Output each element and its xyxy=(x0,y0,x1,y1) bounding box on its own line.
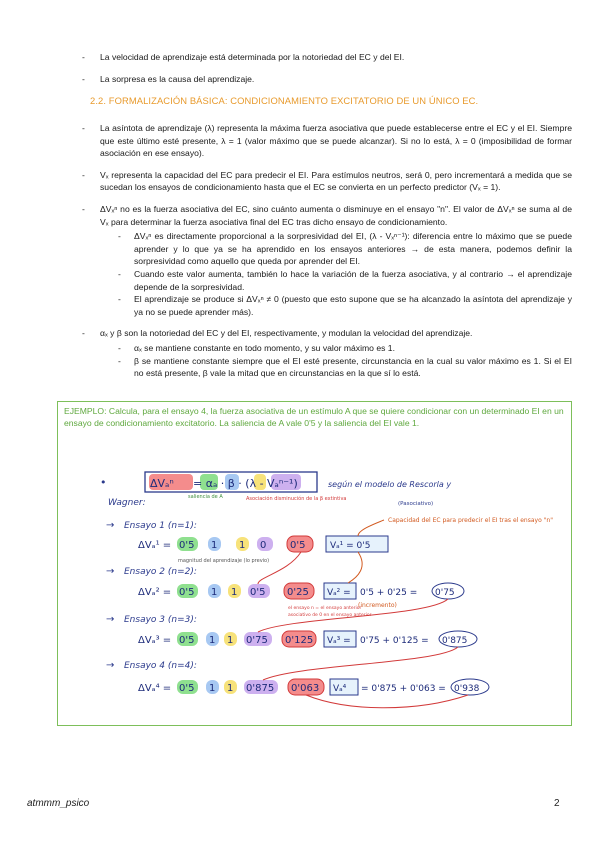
trial-label: Ensayo 2 (n=2): xyxy=(124,567,197,577)
list-item: - La sorpresa es la causa del aprendizaje. xyxy=(82,73,572,86)
page-number: 2 xyxy=(554,798,560,809)
section-heading: 2.2. FORMALIZACIÓN BÁSICA: CONDICIONAMIENTO EXCITATORIO DE UN ÚNICO EC. xyxy=(90,95,479,106)
trial-v-label: Vₐ⁴ xyxy=(333,684,347,694)
trial-a: 0'5 xyxy=(179,683,195,694)
sub-item: - ΔVₓⁿ es directamente proporcional a la sorpresividad del EI, (λ - Vₓⁿ⁻¹): diferencia entre lo máximo que se puede aprender y lo que ya se ha aprendido en los ensayos anteriores → de esta manera, podemos definir la sorpresividad como aquello que queda por aprender del EI. xyxy=(118,230,572,268)
trial-b: 1 xyxy=(209,635,216,646)
bullet-alpha-text: - αₓ y β son la notoriedad del EC y del EI, respectivamente, y modulan la velocidad del aprendizaje. xyxy=(100,328,473,339)
arrow-connector xyxy=(348,552,362,583)
main-bullet-list xyxy=(82,122,572,380)
footer-author: atmmm_psico xyxy=(27,798,90,809)
arrow-connector xyxy=(263,647,458,680)
trial-v: 0 xyxy=(260,540,267,551)
trial-v-label: Vₐ³ = xyxy=(327,636,351,646)
arrow-connector xyxy=(358,520,384,536)
annotation-magnitud: magnitud del aprendizaje (lo previo) xyxy=(178,558,270,564)
trial-a: 0'5 xyxy=(179,587,195,598)
formula-note: según el modelo de Rescorla y xyxy=(328,480,452,489)
sub-item: - β se mantiene constante siempre que el EI esté presente, circunstancia en la cual su valor máximo es 1. Si el EI no está presente, β vale la mitad que en circunstancias en la que sí lo está. xyxy=(118,355,572,380)
arrow-icon: → xyxy=(106,566,115,577)
trial-lhs: ΔVₐ¹ = xyxy=(138,540,172,551)
arrow-icon: → xyxy=(106,520,115,531)
trial-a: 0'5 xyxy=(179,635,195,646)
trial-a: 0'5 xyxy=(179,540,195,551)
annotation-saliencia: saliencia de A xyxy=(188,494,223,500)
delta-sublist xyxy=(118,230,572,318)
arrow-connector xyxy=(258,552,301,584)
annotation-asociacion: Asociación disminución de la β extintiva xyxy=(246,496,347,502)
trial-result: 0'063 xyxy=(291,683,320,694)
bullet-asintota: - La asíntota de aprendizaje (λ) representa la máxima fuerza asociativa que puede establecerse entre el EC y el EI. Siempre que este último esté presente, λ = 1 (valor máximo que se puede alcanzar). Si no lo está, λ = 0 (imposibilidad de formar asociación en ese ensayo). xyxy=(82,122,572,160)
trial-v-label: Vₐ² = xyxy=(327,588,351,598)
arrow-icon: → xyxy=(106,614,115,625)
bullet-vx: - Vₓ representa la capacidad del EC para predecir el EI. Para estímulos neutros, será 0, pero incrementará a medida que se sucedan los ensayos de condicionamiento hasta que el EC se convierta en un perfecto predictor (Vₓ = 1). xyxy=(82,169,572,194)
alpha-sublist xyxy=(118,342,572,380)
bullet-delta-text: - ΔVₓⁿ no es la fuerza asociativa del EC, sino cuánto aumenta o disminuye en el ensayo "n". El valor de ΔVₓⁿ se suma al de Vₓ para determinar la fuerza asociativa final del EC tras dicho ensayo de condicionamiento. xyxy=(100,203,572,227)
formula-bullet: • xyxy=(100,476,107,489)
annotation-capacidad: Capacidad del EC para predecir el EI tras el ensayo "n" xyxy=(388,517,553,524)
trial-v-sum: 0'5 + 0'25 = xyxy=(360,588,418,598)
trial-v-total: 0'938 xyxy=(454,684,480,694)
arrow-icon: → xyxy=(106,660,115,671)
trial-lhs: ΔVₐ² = xyxy=(138,587,172,598)
formula-lhs: ΔVₐⁿ xyxy=(150,477,174,490)
trial-label: Ensayo 3 (n=3): xyxy=(124,615,197,625)
trial-l: 1 xyxy=(227,683,234,694)
trial-v-sum: 0'75 + 0'125 = xyxy=(360,636,429,646)
trial-v: 0'5 xyxy=(250,587,266,598)
trial-b: 1 xyxy=(211,587,218,598)
trial-v-total: 0'875 xyxy=(442,636,468,646)
trial-l: 1 xyxy=(239,540,246,551)
trial-l: 1 xyxy=(227,635,234,646)
annotation-ensayo-n2: asociativo de 0 en el ensayo anterior xyxy=(288,613,372,618)
example-title: EJEMPLO: Calcula, para el ensayo 4, la fuerza asociativa de un estímulo A que se quiere condicionar con un determinado EI en un ensayo de condicionamiento excitatorio. La saliencia de A vale 0'5 y la saliencia del EI vale 1. xyxy=(64,406,564,428)
bullet-alpha xyxy=(82,327,572,379)
trial-v-label: Vₐ¹ = 0'5 xyxy=(330,541,371,551)
annotation-ensayo-n: el ensayo n = el ensayo anterior xyxy=(288,606,362,611)
trial-b: 1 xyxy=(211,540,218,551)
trial-label: Ensayo 1 (n=1): xyxy=(124,521,197,531)
sub-item: - El aprendizaje se produce si ΔVₓⁿ ≠ 0 (puesto que esto supone que se ha alcanzado la asíntota del aprendizaje y ya no se puede aprender más). xyxy=(118,293,572,318)
arrow-connector xyxy=(306,695,468,708)
formula-rhs: = αₐ · β · (λ - Vₐⁿ⁻¹) xyxy=(193,477,298,490)
trial-result: 0'5 xyxy=(290,540,306,551)
example-box xyxy=(57,401,572,726)
annotation-p-asociativo: (Pasociativo) xyxy=(398,501,434,507)
trial-result: 0'125 xyxy=(285,635,314,646)
trial-v: 0'875 xyxy=(246,683,275,694)
top-bullet-list xyxy=(82,51,572,85)
trial-lhs: ΔVₐ³ = xyxy=(138,635,172,646)
trial-label: Ensayo 4 (n=4): xyxy=(124,661,197,671)
sub-item: - αₓ se mantiene constante en todo momento, y su valor máximo es 1. xyxy=(118,342,572,355)
trial-v-total: 0'75 xyxy=(435,588,455,598)
trial-lhs: ΔVₐ⁴ = xyxy=(138,683,172,694)
formula-note-2: Wagner: xyxy=(108,498,146,508)
bullet-delta xyxy=(82,203,572,318)
handwritten-example xyxy=(58,402,571,725)
trial-l: 1 xyxy=(231,587,238,598)
trial-result: 0'25 xyxy=(287,587,309,598)
list-item: - La velocidad de aprendizaje está determinada por la notoriedad del EC y del EI. xyxy=(82,51,572,64)
annotation-incremento: (incremento) xyxy=(358,602,397,609)
sub-item: - Cuando este valor aumenta, también lo hace la variación de la fuerza asociativa, y al contrario → el aprendizaje depende de la sorpresividad. xyxy=(118,268,572,293)
trial-v: 0'75 xyxy=(246,635,268,646)
trial-b: 1 xyxy=(209,683,216,694)
trial-v-sum: = 0'875 + 0'063 = xyxy=(361,684,446,694)
